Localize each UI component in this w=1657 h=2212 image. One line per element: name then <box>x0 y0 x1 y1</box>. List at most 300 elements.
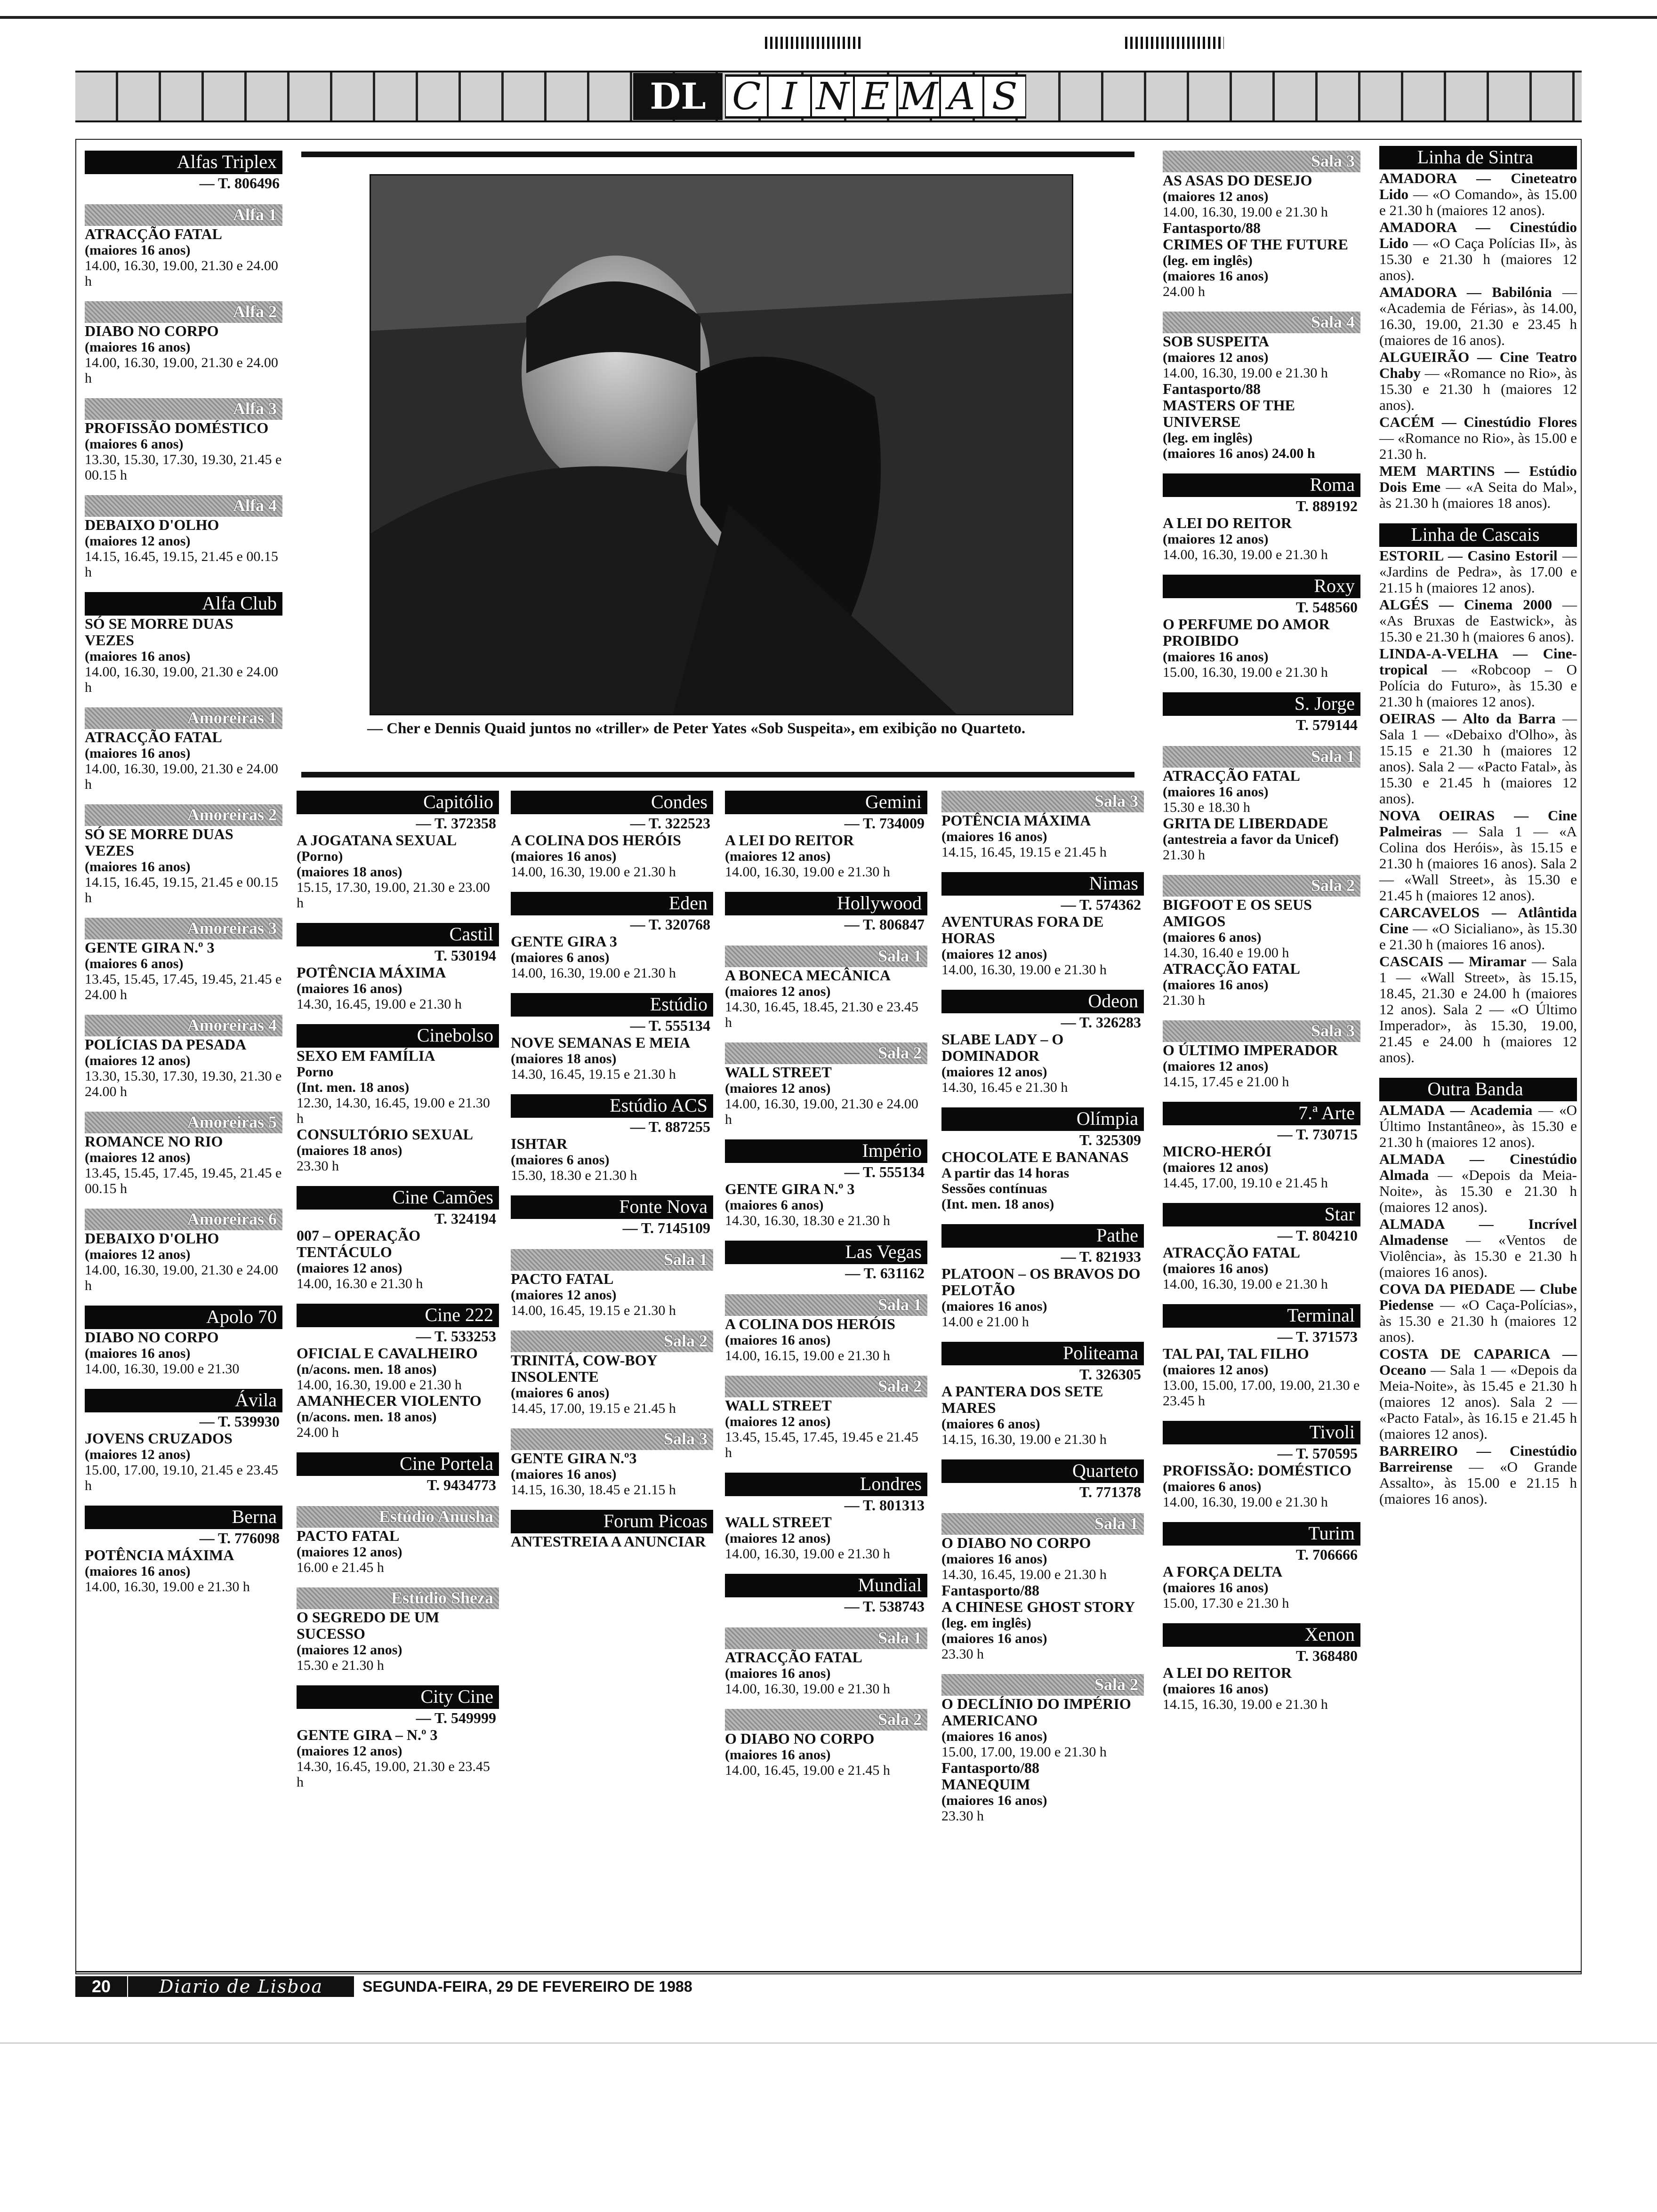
film-rating: (maiores 6 anos) <box>1163 930 1262 945</box>
cinema-entry <box>511 993 713 1082</box>
showtimes: 13.45, 15.45, 17.45, 19.45 e 21.45 h <box>725 1429 918 1460</box>
film-title: NOVE SEMANAS E MEIA <box>511 1034 691 1051</box>
cinema-phone: — T. 821933 <box>1061 1248 1141 1265</box>
screen-header: Sala 2 <box>725 1709 927 1731</box>
film-rating: (n/acons. men. 18 anos) <box>297 1409 437 1425</box>
film-rating: Porno (Int. men. 18 anos) <box>297 1064 410 1095</box>
venue-program: — Sala 1 — «Debaixo d'Olho», às 15.15 e 21.30 h (maiores 12 anos). Sala 2 — «Pacto Fatal», às 15.30 e 21.45 h (maiores 12 anos). <box>1379 710 1577 807</box>
cinema-entry <box>511 892 713 981</box>
cinema-header: Tivoli <box>1163 1421 1360 1444</box>
dl-logo: DL <box>633 73 723 120</box>
cinema-entry <box>85 398 282 483</box>
cinema-entry <box>85 1015 282 1099</box>
film-title: AS ASAS DO DESEJO <box>1163 172 1312 189</box>
cinema-entry <box>725 1139 927 1228</box>
cinema-entry <box>941 1459 1144 1501</box>
region-listing <box>1379 170 1577 218</box>
cinema-entry <box>941 1513 1144 1662</box>
cinema-entry <box>297 1587 499 1673</box>
film-rating: (maiores 12 anos) <box>511 1287 617 1303</box>
venue-name: CACÉM — Cinestúdio Flores <box>1379 414 1577 430</box>
cinema-phone: — T. 322523 <box>630 815 710 832</box>
cinema-header: Alfa Club <box>85 592 282 616</box>
venue-name: CASCAIS — Miramar <box>1379 953 1527 970</box>
film-title: A FORÇA DELTA <box>1163 1563 1283 1580</box>
film-title: PROFISSÃO: DOMÉSTICO <box>1163 1462 1351 1479</box>
film-title: CRIMES OF THE FUTURE <box>1163 236 1348 253</box>
film-rating: (maiores 12 anos) <box>725 849 831 864</box>
film-rating: (maiores 16 anos) <box>1163 649 1269 665</box>
cinema-entry <box>85 1112 282 1196</box>
newspaper-masthead: Diario de Lisboa <box>128 1976 354 1997</box>
region-listing <box>1379 1216 1577 1280</box>
film-rating: (maiores 12 anos) <box>1163 189 1269 204</box>
cinema-phone: — T. 320768 <box>630 916 710 933</box>
screen-header: Sala 1 <box>725 1627 927 1649</box>
film-title: POLÍCIAS DA PESADA <box>85 1036 247 1053</box>
film-title: A JOGATANA SEXUAL <box>297 832 457 849</box>
film-rating: (maiores 12 anos) <box>941 1064 1047 1080</box>
film-title: O DECLÍNIO DO IMPÉRIO AMERICANO <box>941 1695 1131 1729</box>
screen-header: Sala 1 <box>1163 746 1360 768</box>
cinema-entry <box>85 804 282 906</box>
film-rating: (maiores 12 anos) <box>85 1447 191 1462</box>
cinema-entry <box>725 1574 927 1615</box>
showtimes: 14.45, 17.00, 19.10 e 21.45 h <box>1163 1175 1328 1191</box>
region-listing <box>1379 1281 1577 1345</box>
cinema-header: Mundial <box>725 1574 927 1597</box>
film-rating: (maiores 16 anos) <box>1163 1261 1269 1276</box>
screen-header: Sala 3 <box>941 791 1144 812</box>
cinema-header: Star <box>1163 1203 1360 1226</box>
film-title: MICRO-HERÓI <box>1163 1143 1272 1160</box>
showtimes: 14.00, 16.30, 19.00 e 21.30 h <box>725 864 890 880</box>
venue-program: — «O Sicialiano», às 15.30 e 21.30 h (maiores 16 anos). <box>1379 920 1577 953</box>
venue-name: ALGÉS — Cinema 2000 <box>1379 596 1552 613</box>
film-rating: (maiores 6 anos) <box>511 950 610 965</box>
cinema-header: Politeama <box>941 1342 1144 1365</box>
film-rating: (maiores 12 anos) <box>1163 1362 1269 1378</box>
film-title: POTÊNCIA MÁXIMA <box>297 964 446 981</box>
film-title: JOVENS CRUZADOS <box>85 1430 233 1447</box>
film-rating: (maiores 16 anos) <box>85 1346 191 1361</box>
showtimes: 14.00 e 21.00 h <box>941 1314 1029 1330</box>
section-title-cinemas <box>725 74 1026 119</box>
showtimes: 14.00, 16.30, 19.00, 21.30 e 24.00 h <box>85 761 278 792</box>
screen-header: Alfa 4 <box>85 495 282 517</box>
showtimes: 14.15, 16.30, 18.45 e 21.15 h <box>511 1482 676 1498</box>
listings-column-2 <box>297 791 499 1802</box>
film-title: O ÚLTIMO IMPERADOR <box>1163 1042 1338 1058</box>
region-listing <box>1379 1346 1577 1442</box>
cinema-phone: T. 579144 <box>1296 716 1358 733</box>
screen-header: Sala 4 <box>1163 312 1360 333</box>
screen-header: Alfa 1 <box>85 204 282 226</box>
region-listing <box>1379 1102 1577 1150</box>
cinema-entry <box>297 1304 499 1440</box>
venue-name: AMADORA — Babilónia <box>1379 284 1552 300</box>
cinema-phone: — T. 631162 <box>845 1265 925 1282</box>
cinema-phone: T. 530194 <box>434 947 496 964</box>
film-title: O PERFUME DO AMOR PROIBIDO <box>1163 616 1330 649</box>
cinema-entry <box>1163 1522 1360 1611</box>
film-title: GRITA DE LIBERDADE <box>1163 815 1328 832</box>
page-edge-line <box>0 2043 1657 2044</box>
showtimes: 14.30, 16.45, 19.00 e 21.30 h <box>941 1567 1107 1582</box>
cinema-header: Alfas Triplex <box>85 151 282 174</box>
cinema-entry <box>725 1627 927 1697</box>
film-title: AMANHECER VIOLENTO <box>297 1392 482 1409</box>
cinema-header: Ávila <box>85 1389 282 1412</box>
cinema-phone: — T. 734009 <box>844 815 925 832</box>
showtimes: 13.45, 15.45, 17.45, 19.45, 21.45 e 24.00 h <box>85 971 282 1002</box>
region-listing <box>1379 597 1577 645</box>
cinema-phone: T. 324194 <box>434 1210 496 1227</box>
cinema-header: Condes <box>511 791 713 814</box>
screen-header: Amoreiras 4 <box>85 1015 282 1036</box>
film-rating: (antestreia a favor da Unicef) <box>1163 832 1339 847</box>
venue-program: — «Jardins de Pedra», às 17.00 e 21.15 h (maiores 12 anos). <box>1379 547 1577 596</box>
cinema-header: Pathe <box>941 1224 1144 1248</box>
showtimes: 23.30 h <box>941 1646 984 1662</box>
film-rating: (maiores 18 anos) <box>511 1051 617 1066</box>
film-rating: (maiores 6 anos) <box>1163 1479 1262 1494</box>
showtimes: 14.15, 16.45, 19.15, 21.45 e 00.15 h <box>85 549 278 580</box>
cinema-entry <box>725 1473 927 1562</box>
section-letter: A <box>940 74 983 119</box>
listings-column-4 <box>725 791 927 1790</box>
film-title: A LEI DO REITOR <box>725 832 854 849</box>
showtimes: 15.00, 17.30 e 21.30 h <box>1163 1595 1289 1611</box>
film-rating: (maiores 16 anos) <box>85 1563 191 1579</box>
venue-program: — «As Bruxas de Eastwick», às 15.30 e 21.30 h (maiores 6 anos). <box>1379 596 1577 645</box>
film-rating: (maiores 12 anos) <box>85 1150 191 1165</box>
film-title: A LEI DO REITOR <box>1163 514 1292 531</box>
section-letter: I <box>768 74 811 119</box>
film-title: BIGFOOT E OS SEUS AMIGOS <box>1163 896 1312 930</box>
showtimes: 14.00, 16.30, 19.00 e 21.30 h <box>1163 547 1328 562</box>
film-rating: (maiores 16 anos) <box>85 859 191 874</box>
showtimes: 13.00, 15.00, 17.00, 19.00, 21.30 e 23.45 h <box>1163 1378 1360 1409</box>
showtimes: 13.30, 15.30, 17.30, 19.30, 21.30 e 24.00 h <box>85 1068 282 1099</box>
film-rating: (maiores 16 anos) <box>941 1298 1047 1314</box>
cinema-entry <box>85 1389 282 1493</box>
cinema-entry <box>941 872 1144 978</box>
film-title: O SEGREDO DE UM SUCESSO <box>297 1609 440 1642</box>
cinema-entry <box>85 918 282 1002</box>
cinema-entry <box>297 923 499 1012</box>
cinema-phone: T. 548560 <box>1296 599 1358 616</box>
venue-name: MEM MARTINS — Estúdio Dois Eme <box>1379 463 1577 495</box>
venue-name: AMADORA — Cinestúdio Lido <box>1379 219 1577 251</box>
film-rating: (maiores 12 anos) <box>1163 531 1269 547</box>
section-letter: N <box>811 74 854 119</box>
screen-header: Sala 2 <box>725 1376 927 1397</box>
film-title: DEBAIXO D'OLHO <box>85 1230 219 1247</box>
film-title: POTÊNCIA MÁXIMA <box>941 812 1091 829</box>
showtimes: 14.30, 16.30, 18.30 e 21.30 h <box>725 1213 890 1228</box>
region-section <box>1379 523 1577 1066</box>
cinema-header: Hollywood <box>725 892 927 915</box>
showtimes: 24.00 h <box>1163 284 1205 299</box>
venue-name: COSTA DE CAPARICA — Oceano <box>1379 1346 1577 1378</box>
region-listing <box>1379 1151 1577 1215</box>
film-rating: (leg. em inglês) (maiores 16 anos) 24.00 h <box>1163 430 1315 461</box>
showtimes: 21.30 h <box>1163 847 1205 863</box>
film-rating: (maiores 12 anos) <box>941 946 1047 962</box>
showtimes: 21.30 h <box>1163 993 1205 1008</box>
cinema-entry <box>85 301 282 386</box>
film-rating: (Porno) (maiores 18 anos) <box>297 849 402 880</box>
showtimes: 15.30 e 21.30 h <box>297 1658 384 1673</box>
page-number: 20 <box>75 1976 127 1997</box>
showtimes: 14.00, 16.30, 19.00, 21.30 e 24.00 h <box>725 1096 918 1127</box>
venue-program: — «A Seita do Mal», às 21.30 h (maiores 18 anos). <box>1379 479 1577 511</box>
venue-name: ALGUEIRÃO — Cine Teatro Chaby <box>1379 349 1577 381</box>
cinema-entry <box>1163 1421 1360 1510</box>
film-title: SLABE LADY – O DOMINADOR <box>941 1031 1064 1064</box>
film-title: ATRACÇÃO FATAL <box>1163 1244 1300 1261</box>
region-listing <box>1379 414 1577 462</box>
cinema-phone: — T. 372358 <box>416 815 496 832</box>
listings-column-3 <box>511 791 713 1562</box>
film-title: SOB SUSPEITA <box>1163 333 1270 350</box>
cinema-entry <box>1163 1020 1360 1090</box>
cinema-header: Londres <box>725 1473 927 1496</box>
region-header: Linha de Cascais <box>1379 523 1577 547</box>
film-rating: (maiores 16 anos) <box>941 1729 1047 1744</box>
showtimes: 14.00, 16.30, 19.00 e 21.30 h <box>941 962 1107 978</box>
showtimes: 13.45, 15.45, 17.45, 19.45, 21.45 e 00.15 h <box>85 1165 282 1196</box>
cinema-entry <box>511 1330 713 1416</box>
film-title: MANEQUIM <box>941 1776 1030 1793</box>
cinema-header: City Cine <box>297 1685 499 1709</box>
film-rating: (maiores 12 anos) <box>725 1414 831 1429</box>
film-title: PROFISSÃO DOMÉSTICO <box>85 419 269 436</box>
cinema-phone: T. 706666 <box>1296 1546 1358 1563</box>
cinema-phone: — T. 730715 <box>1277 1126 1358 1143</box>
film-rating: (maiores 6 anos) <box>941 1416 1040 1432</box>
venue-name: AMADORA — Cineteatro Lido <box>1379 170 1577 202</box>
cinema-header: Roma <box>1163 473 1360 497</box>
cinema-entry <box>297 1685 499 1790</box>
showtimes: 14.00, 16.30, 19.00, 21.30 e 24.00 h <box>85 355 278 386</box>
cinema-entry <box>85 1506 282 1595</box>
cinema-phone: — T. 776098 <box>199 1530 280 1547</box>
screen-header: Sala 1 <box>941 1513 1144 1535</box>
film-rating: (maiores 16 anos) <box>1163 1580 1269 1595</box>
film-title: TAL PAI, TAL FILHO <box>1163 1345 1309 1362</box>
film-title: ROMANCE NO RIO <box>85 1133 223 1150</box>
screen-header: Sala 1 <box>725 946 927 967</box>
cinema-entry <box>85 1209 282 1293</box>
film-title: PACTO FATAL <box>297 1527 400 1544</box>
cinema-entry <box>725 1294 927 1363</box>
screen-header: Amoreiras 2 <box>85 804 282 826</box>
cinema-entry <box>85 592 282 695</box>
cinema-header: Forum Picoas <box>511 1510 713 1533</box>
film-title: PACTO FATAL <box>511 1270 614 1287</box>
film-title: DIABO NO CORPO <box>85 322 219 339</box>
venue-program: — «O Comando», às 15.00 e 21.30 h (maiores 12 anos). <box>1379 186 1577 218</box>
film-title: O DIABO NO CORPO <box>941 1534 1091 1551</box>
region-listing <box>1379 219 1577 283</box>
film-rating: (maiores 6 anos) <box>511 1385 610 1401</box>
cinema-entry <box>1163 875 1360 1008</box>
screen-header: Sala 3 <box>1163 1020 1360 1042</box>
film-rating: (maiores 6 anos) <box>511 1152 610 1168</box>
showtimes: 14.30, 16.45, 19.00 e 21.30 h <box>297 996 462 1012</box>
film-rating: (maiores 16 anos) <box>1163 1681 1269 1697</box>
cinema-header: Las Vegas <box>725 1241 927 1264</box>
section-letter: C <box>725 74 768 119</box>
film-rating: (maiores 12 anos) <box>725 1531 831 1546</box>
cinema-header: Nimas <box>941 872 1144 896</box>
region-listing <box>1379 646 1577 710</box>
film-title: Fantasporto/88 <box>1163 219 1261 236</box>
venue-program: — Sala 1 — «Wall Street», às 15.15, 18.45, 21.30 e 24.00 h (maiores 12 anos). Sala 2 — «O Último Imperador», às 15.30, 19.00, 21.45 e 24.00 h (maiores 12 anos). <box>1379 953 1577 1066</box>
film-title: A BONECA MECÂNICA <box>725 967 891 984</box>
film-title: ATRACÇÃO FATAL <box>1163 960 1300 977</box>
cinema-phone: — T. 801313 <box>844 1497 925 1514</box>
film-rating: (maiores 6 anos) <box>725 1197 824 1213</box>
film-rating: (maiores 18 anos) <box>297 1143 402 1158</box>
cinema-header: Berna <box>85 1506 282 1529</box>
screen-header: Sala 1 <box>725 1294 927 1316</box>
cinema-header: Castil <box>297 923 499 946</box>
film-rating: (maiores 16 anos) <box>941 1793 1047 1808</box>
showtimes: 14.00, 16.30, 19.00 e 21.30 <box>85 1361 240 1377</box>
venue-name: NOVA OEIRAS — Cine Palmeiras <box>1379 807 1577 840</box>
venue-program: — «Romance no Rio», às 15.00 e 21.30 h. <box>1379 430 1577 462</box>
cinema-entry <box>297 1506 499 1575</box>
showtimes: 14.00, 16.30, 19.00 e 21.30 h <box>725 1546 890 1562</box>
film-title: A LEI DO REITOR <box>1163 1664 1292 1681</box>
screen-header: Sala 1 <box>511 1249 713 1271</box>
cinema-header: Cinebolso <box>297 1024 499 1048</box>
top-border <box>0 0 1657 19</box>
screen-header: Amoreiras 3 <box>85 918 282 939</box>
film-title: OFICIAL E CAVALHEIRO <box>297 1345 478 1362</box>
film-title: GENTE GIRA N.º 3 <box>85 939 215 956</box>
screen-header: Estúdio Sheza <box>297 1587 499 1609</box>
film-rating: (maiores 16 anos) <box>85 339 191 355</box>
cinema-phone: — T. 371573 <box>1277 1328 1358 1345</box>
showtimes: 14.00, 16.30, 19.00 e 21.30 h <box>1163 365 1328 381</box>
cinema-phone: — T. 555134 <box>844 1163 925 1180</box>
showtimes: 14.00, 16.45, 19.00 e 21.45 h <box>725 1763 890 1778</box>
film-title: MASTERS OF THE UNIVERSE <box>1163 397 1295 430</box>
film-rating: (maiores 16 anos) <box>1163 784 1269 800</box>
screen-header: Sala 2 <box>725 1042 927 1064</box>
cinema-entry <box>85 151 282 192</box>
cinema-entry <box>941 1342 1144 1447</box>
film-rating: (maiores 16 anos) <box>725 1747 831 1763</box>
cinema-phone: — T. 570595 <box>1277 1445 1358 1462</box>
cinema-entry <box>511 1195 713 1237</box>
venue-program: — «O Último Instantâneo», às 15.30 e 21.30 h (maiores 12 anos). <box>1379 1102 1577 1150</box>
cinema-phone: — T. 326283 <box>1061 1014 1141 1031</box>
cinema-entry <box>725 946 927 1030</box>
film-rating: (maiores 16 anos) <box>511 1467 617 1482</box>
film-title: CONSULTÓRIO SEXUAL <box>297 1126 473 1143</box>
film-title: GENTE GIRA – N.º 3 <box>297 1726 438 1743</box>
region-listing <box>1379 284 1577 348</box>
cinema-phone: T. 368480 <box>1296 1647 1358 1664</box>
film-rating: (maiores 16 anos) <box>725 1666 831 1681</box>
cinema-phone: — T. 549999 <box>416 1709 496 1726</box>
film-rating: (maiores 16 anos) <box>941 1551 1047 1567</box>
cinema-phone: — T. 574362 <box>1061 896 1141 913</box>
cinema-entry <box>941 1224 1144 1330</box>
film-rating: (maiores 16 anos) <box>511 849 617 864</box>
film-title: ANTESTREIA A ANUNCIAR <box>511 1533 706 1550</box>
showtimes: 15.30 e 18.30 h <box>1163 800 1250 815</box>
screen-header: Sala 2 <box>1163 875 1360 897</box>
cinema-header: Cine 222 <box>297 1304 499 1327</box>
region-listing <box>1379 1443 1577 1507</box>
cinema-header: S. Jorge <box>1163 692 1360 716</box>
showtimes: 14.15, 17.45 e 21.00 h <box>1163 1074 1289 1090</box>
film-title: WALL STREET <box>725 1064 832 1081</box>
showtimes: 14.30, 16.45, 19.00, 21.30 e 23.45 h <box>297 1759 490 1790</box>
showtimes: 14.30, 16.40 e 19.00 h <box>1163 945 1289 961</box>
film-title: DIABO NO CORPO <box>85 1329 219 1346</box>
cinema-entry <box>297 1186 499 1291</box>
region-listing <box>1379 463 1577 511</box>
venue-name: BARREIRO — Cinestúdio Barreirense <box>1379 1443 1577 1475</box>
cinema-phone: — T. 538743 <box>844 1598 925 1615</box>
cinema-header: Apolo 70 <box>85 1306 282 1329</box>
listings-column-6 <box>1163 151 1360 1724</box>
cinema-entry <box>297 1452 499 1494</box>
cinema-phone: — T. 555134 <box>630 1017 710 1034</box>
showtimes: 15.30, 18.30 e 21.30 h <box>511 1168 637 1183</box>
cinema-header: 7.ª Arte <box>1163 1102 1360 1125</box>
cinema-entry <box>725 1376 927 1460</box>
showtimes: 15.15, 17.30, 19.00, 21.30 e 23.00 h <box>297 880 490 911</box>
issue-date: SEGUNDA-FEIRA, 29 DE FEVEREIRO DE 1988 <box>362 1978 692 1995</box>
cinema-header: Império <box>725 1139 927 1163</box>
venue-program: — «Romance no Rio», às 15.30 e 21.30 h (maiores 12 anos). <box>1379 365 1577 413</box>
section-letter: M <box>897 74 940 119</box>
film-title: ATRACÇÃO FATAL <box>85 225 222 242</box>
cinema-entry <box>85 495 282 580</box>
registration-mark <box>1125 37 1224 49</box>
screen-header: Sala 2 <box>941 1674 1144 1696</box>
cinema-header: Olímpia <box>941 1107 1144 1131</box>
cinema-phone: — T. 887255 <box>630 1118 710 1135</box>
venue-program: — «Ventos de Violência», às 15.30 e 21.30 h (maiores 16 anos). <box>1379 1232 1577 1280</box>
film-title: SÓ SE MORRE DUAS VEZES <box>85 615 233 649</box>
cinema-entry <box>85 1306 282 1377</box>
film-title: ATRACÇÃO FATAL <box>85 729 222 745</box>
cinema-header: Roxy <box>1163 575 1360 598</box>
page-footer <box>75 1971 1582 1996</box>
cinema-phone: — T. 804210 <box>1277 1227 1358 1244</box>
cinema-entry <box>85 204 282 289</box>
listings-column-1 <box>85 151 282 1607</box>
venue-name: ESTORIL — Casino Estoril <box>1379 547 1558 564</box>
screen-header: Alfa 2 <box>85 301 282 323</box>
showtimes: 16.00 e 21.45 h <box>297 1560 384 1575</box>
showtimes: 14.45, 17.00, 19.15 e 21.45 h <box>511 1401 676 1416</box>
venue-name: CARCAVELOS — Atlântida Cine <box>1379 904 1577 937</box>
screen-header: Amoreiras 1 <box>85 707 282 729</box>
venue-program: — Sala 1 — «A Colina dos Heróis», às 15.15 e 21.30 h (maiores 16 anos). Sala 2 — «Wall Street», às 15.30 e 21.45 h (maiores 12 anos). <box>1379 823 1577 904</box>
film-rating: (n/acons. men. 18 anos) <box>297 1362 437 1377</box>
venue-program: — Sala 1 — «Depois da Meia-Noite», às 15.45 e 21.30 h (maiores 12 anos). Sala 2 — «Pacto Fatal», às 16.15 e 21.45 h (maiores 12 anos). <box>1379 1362 1577 1442</box>
